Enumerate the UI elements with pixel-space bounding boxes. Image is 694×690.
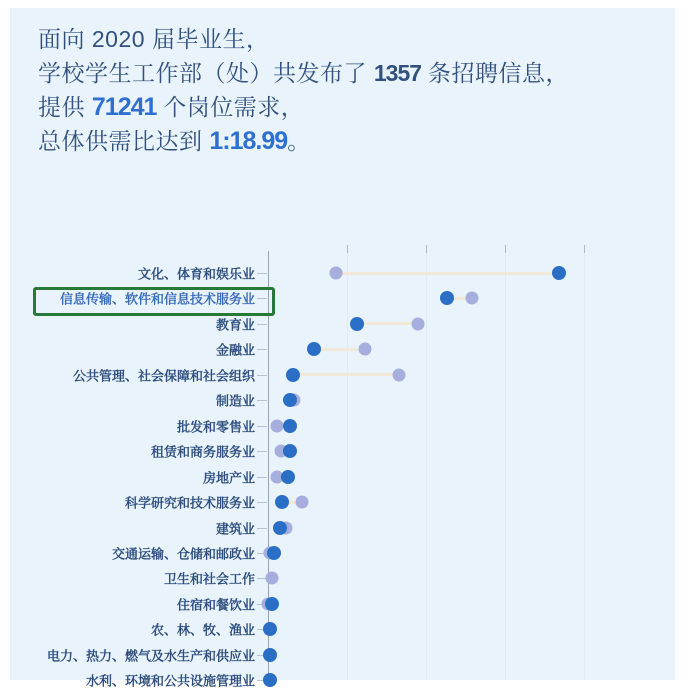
- intro-line-3-prefix: 提供: [38, 94, 92, 120]
- x-gridline: [505, 253, 506, 680]
- category-label: 金融业: [215, 342, 255, 358]
- intro-line-2-suffix: 条招聘信息，: [421, 60, 569, 86]
- x-axis-tick: [584, 245, 585, 253]
- category-tick: [257, 528, 267, 529]
- category-label: 建筑业: [215, 521, 255, 536]
- dark-dot: [275, 495, 289, 509]
- dark-dot: [283, 419, 297, 433]
- intro-line-3-suffix: 个岗位需求，: [156, 94, 305, 120]
- dumbbell-connector: [357, 322, 418, 325]
- light-dot: [329, 267, 342, 280]
- category-label: 房地产业: [202, 470, 255, 486]
- intro-line-2-prefix: 学校学生工作部（处）共发布了: [38, 60, 374, 86]
- category-label: 住宿和餐饮业: [176, 597, 255, 613]
- light-dot: [393, 368, 406, 381]
- category-tick: [257, 349, 267, 350]
- category-label: 电力、热力、燃气及水生产和供应业: [46, 648, 255, 664]
- category-tick: [257, 477, 267, 478]
- category-tick: [257, 324, 267, 325]
- x-axis-tick: [505, 245, 506, 253]
- supply-demand-ratio: 1:18.99: [209, 127, 288, 155]
- intro-line-1-text: 面向 2020 届毕业生，: [38, 26, 270, 52]
- category-tick: [257, 400, 267, 401]
- dumbbell-connector: [314, 348, 365, 351]
- category-tick: [257, 375, 267, 376]
- light-dot: [270, 419, 283, 432]
- category-label: 公共管理、社会保障和社会组织: [72, 368, 255, 384]
- category-label: 卫生和社会工作: [163, 571, 255, 587]
- recruit-info-count: 1357: [373, 60, 422, 86]
- x-axis-tick: [347, 245, 348, 253]
- category-label: 批发和零售业: [176, 419, 255, 435]
- category-tick: [257, 426, 267, 427]
- dumbbell-connector: [336, 272, 559, 275]
- x-gridline: [584, 253, 585, 680]
- dumbbell-connector: [293, 373, 399, 376]
- dark-dot: [267, 546, 281, 560]
- category-tick: [257, 451, 267, 452]
- dark-dot: [265, 597, 279, 611]
- industry-dot-plot: [10, 8, 675, 689]
- dark-dot: [263, 648, 277, 662]
- dark-dot: [263, 622, 277, 636]
- dark-dot: [440, 291, 454, 305]
- dark-dot: [307, 342, 321, 356]
- category-label: 科学研究和技术服务业: [124, 495, 255, 511]
- light-dot: [359, 343, 372, 356]
- x-axis-tick: [426, 245, 427, 253]
- x-gridline: [426, 253, 427, 680]
- dark-dot: [552, 266, 566, 280]
- light-dot: [465, 292, 478, 305]
- dark-dot: [281, 470, 295, 484]
- category-label: 农、林、牧、渔业: [150, 622, 255, 638]
- infographic-panel: [10, 8, 675, 689]
- category-label: 租赁和商务服务业: [150, 444, 255, 460]
- job-demand-count: 71241: [91, 93, 157, 121]
- category-tick: [257, 502, 267, 503]
- category-label: 制造业: [215, 393, 255, 409]
- intro-line-4-prefix: 总体供需比达到: [38, 128, 210, 154]
- light-dot: [295, 496, 308, 509]
- dark-dot: [263, 673, 277, 687]
- dark-dot: [283, 393, 297, 407]
- x-gridline: [347, 253, 348, 680]
- light-dot: [412, 317, 425, 330]
- category-label: 水利、环境和公共设施管理业: [85, 673, 255, 689]
- category-label: 信息传输、软件和信息技术服务业: [59, 291, 255, 307]
- dark-dot: [283, 444, 297, 458]
- intro-line-4-suffix: 。: [287, 128, 311, 154]
- light-dot: [265, 572, 278, 585]
- category-label: 交通运输、仓储和邮政业: [111, 546, 255, 562]
- category-label: 文化、体育和娱乐业: [137, 266, 255, 282]
- dark-dot: [350, 317, 364, 331]
- dark-dot: [273, 521, 287, 535]
- category-tick: [257, 273, 267, 274]
- category-label: 教育业: [215, 317, 255, 333]
- dark-dot: [286, 368, 300, 382]
- highlight-box: [33, 287, 275, 316]
